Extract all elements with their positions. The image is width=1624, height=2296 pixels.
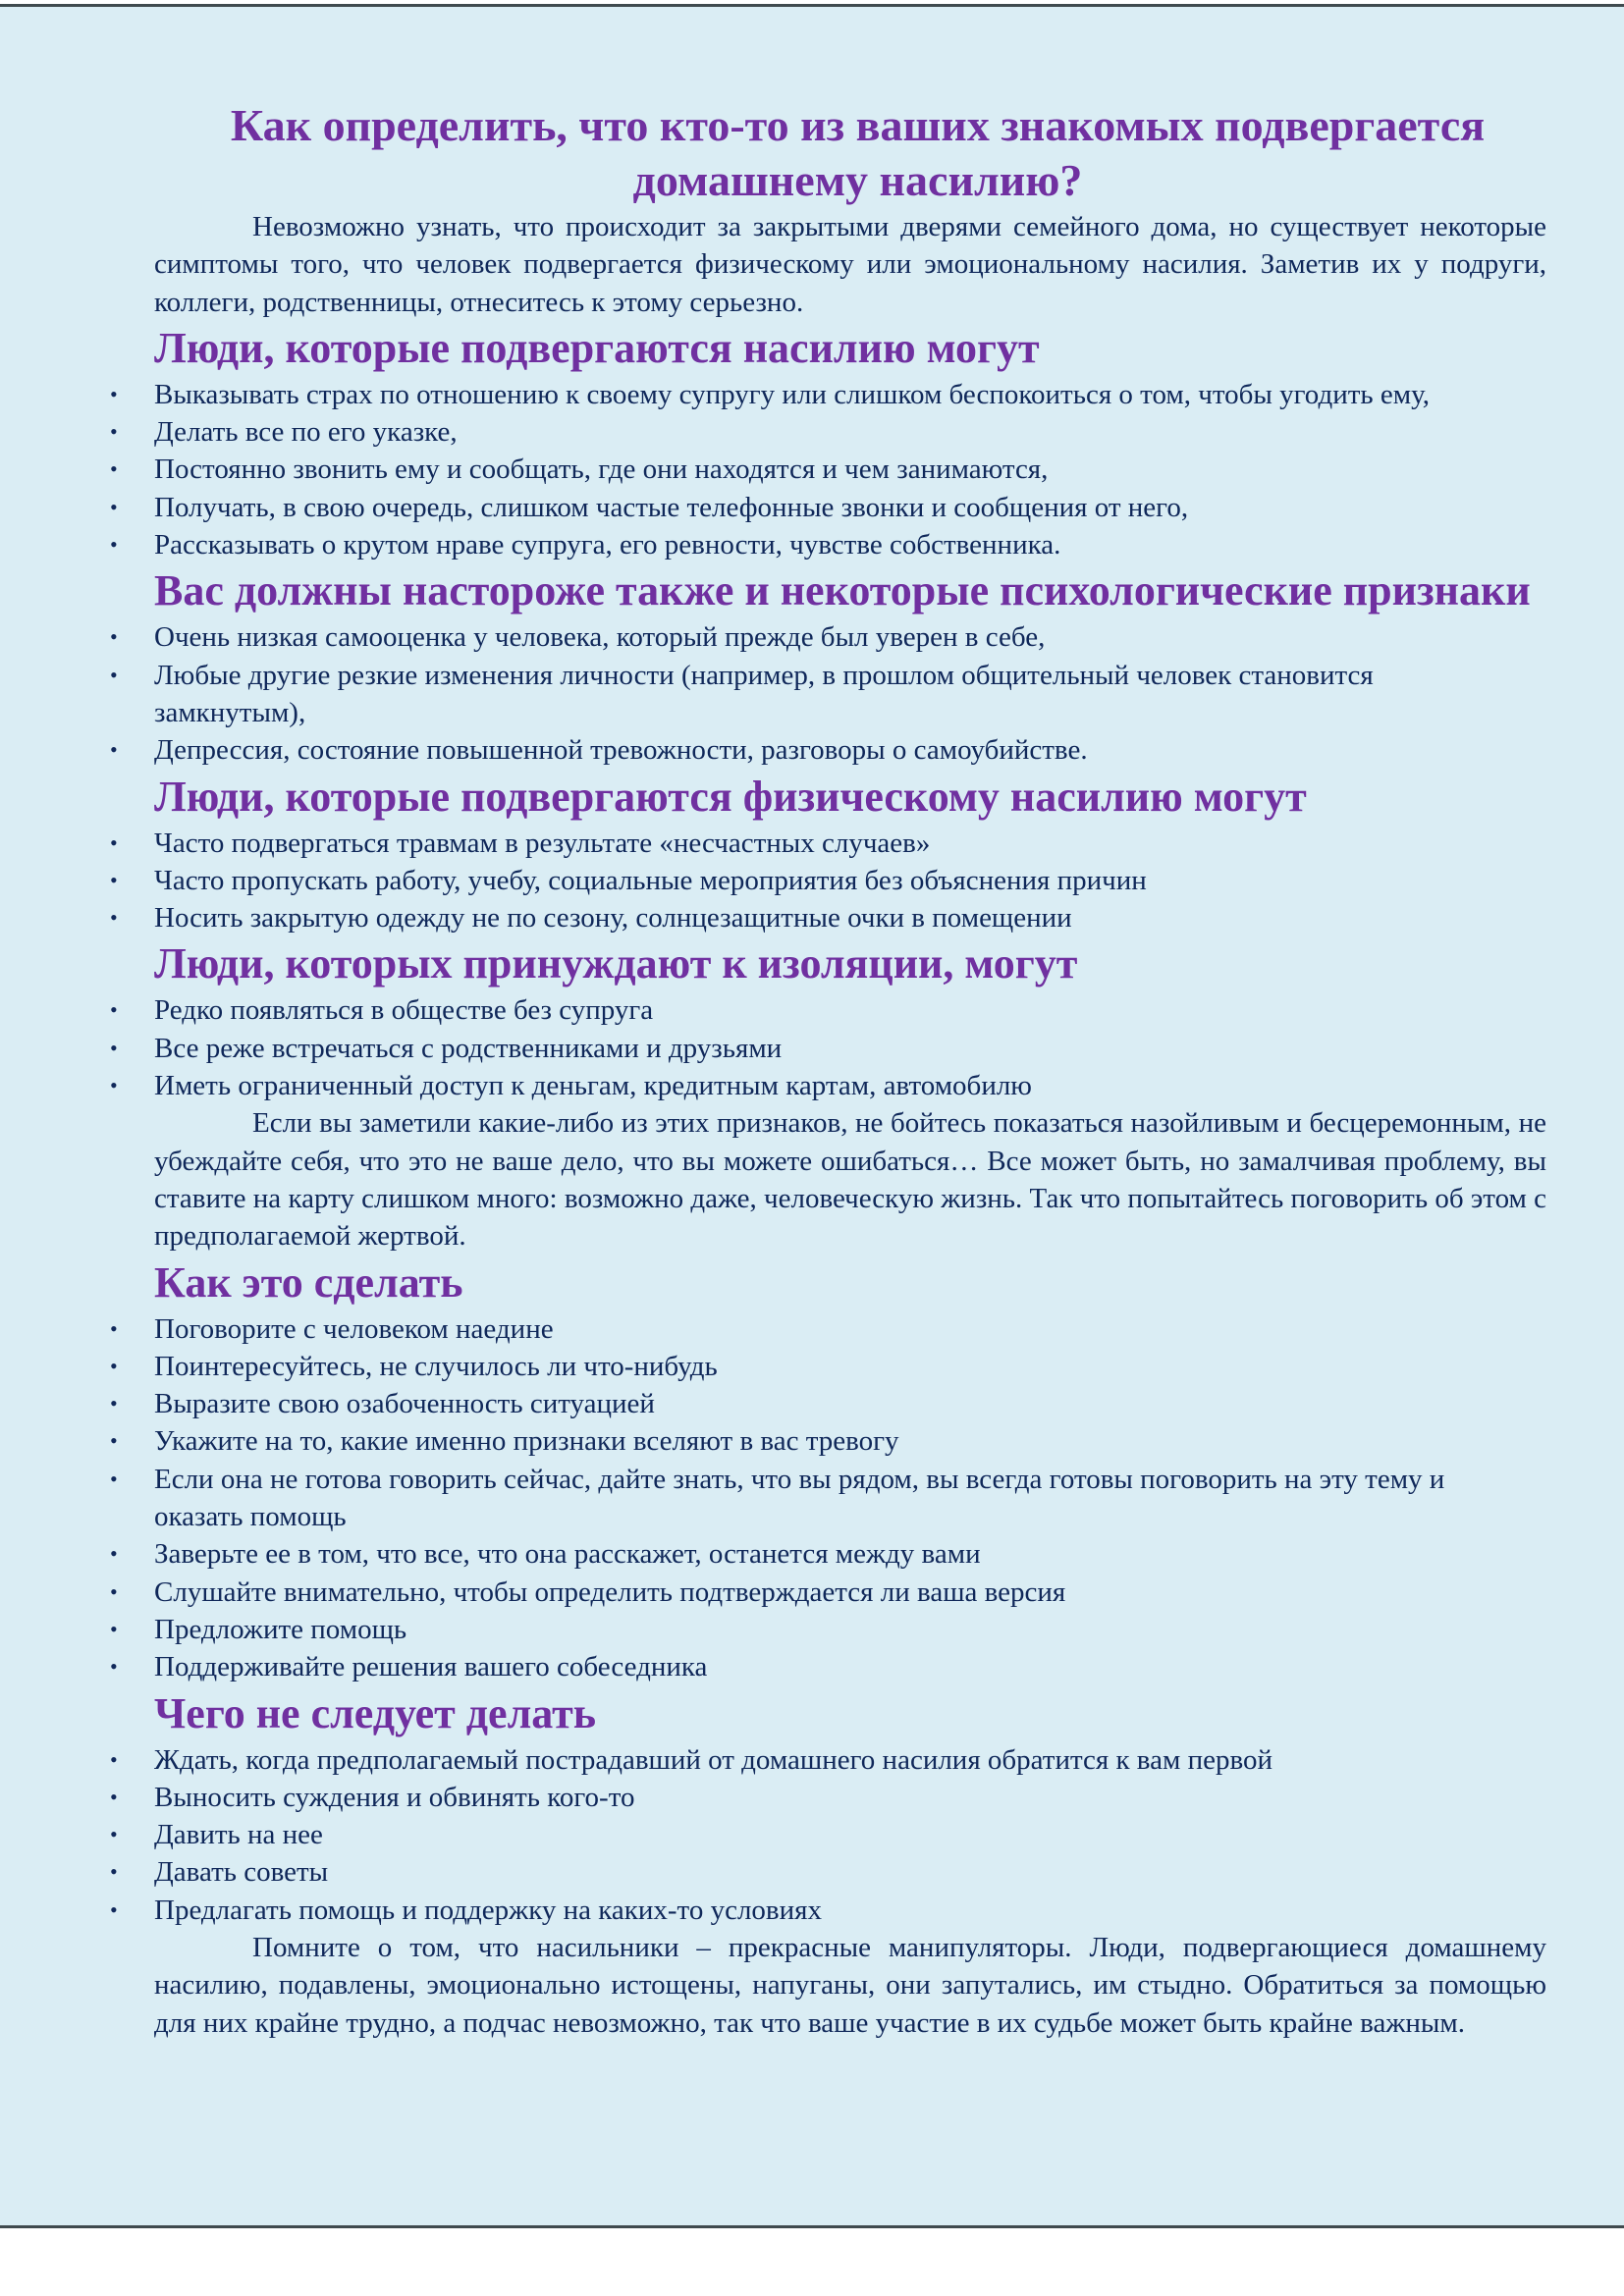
bullet-icon: •: [110, 1073, 118, 1098]
document-body: [110, 98, 1546, 2042]
bullet-icon: •: [110, 1353, 118, 1378]
list-item: • Редко появляться в обществе без супруга: [154, 991, 1546, 1029]
bullet-icon: •: [110, 1859, 118, 1885]
bullet-icon: •: [110, 662, 118, 687]
bullet-icon: •: [110, 1315, 118, 1341]
list-item: • Получать, в свою очередь, слишком частые телефонные звонки и сообщения от него,: [154, 489, 1546, 526]
list-item: • Ждать, когда предполагаемый пострадавший от домашнего насилия обратится к вам первой: [154, 1741, 1546, 1779]
list-item: • Любые другие резкие изменения личности (например, в прошлом общительный человек становится замкнутым),: [154, 657, 1546, 732]
list-item: • Если она не готова говорить сейчас, дайте знать, что вы рядом, вы всегда готовы поговорить на эту тему и оказать помощь: [154, 1461, 1546, 1536]
list-item: • Депрессия, состояние повышенной тревожности, разговоры о самоубийстве.: [154, 731, 1546, 769]
bottom-border-line: [0, 2225, 1624, 2228]
intro-paragraph: Невозможно узнать, что происходит за закрытыми дверями семейного дома, но существует некоторые симптомы того, что человек подвергается физическому или эмоциональному насилия. Заметив их у подруги, коллеги, родственницы, отнеситесь к этому серьезно.: [154, 211, 1546, 318]
bullet-icon: •: [110, 1896, 118, 1922]
bullet-icon: •: [110, 867, 118, 892]
section-heading: Люди, которых принуждают к изоляции, могут: [154, 939, 1078, 988]
bullet-icon: •: [110, 1654, 118, 1680]
bullet-icon: •: [110, 532, 118, 558]
page-title: Как определить, что кто-то из ваших знакомых подвергается домашнему насилию?: [230, 100, 1486, 205]
list-item: • Поинтересуйтесь, не случилось ли что-нибудь: [154, 1348, 1546, 1385]
section-how-to: [110, 1255, 1546, 1686]
bullet-icon: •: [110, 1784, 118, 1809]
bullet-list: [110, 991, 1546, 1104]
list-item: • Слушайте внимательно, чтобы определить подтверждается ли ваша версия: [154, 1574, 1546, 1611]
list-item: • Выразите свою озабоченность ситуацией: [154, 1385, 1546, 1422]
list-item: • Все реже встречаться с родственниками и друзьями: [154, 1030, 1546, 1067]
bullet-icon: •: [110, 381, 118, 406]
bullet-list: [110, 618, 1546, 769]
bullet-icon: •: [110, 1822, 118, 1847]
section-heading: Вас должны настороже также и некоторые психологические признаки: [154, 566, 1531, 615]
list-item: • Поговорите с человеком наедине: [154, 1310, 1546, 1348]
bullet-icon: •: [110, 997, 118, 1023]
list-item: • Выказывать страх по отношению к своему супругу или слишком беспокоиться о том, чтобы угодить ему,: [154, 376, 1546, 413]
list-item: • Выносить суждения и обвинять кого-то: [154, 1779, 1546, 1816]
list-item: • Укажите на то, какие именно признаки вселяют в вас тревогу: [154, 1422, 1546, 1460]
list-item: • Рассказывать о крутом нраве супруга, его ревности, чувстве собственника.: [154, 526, 1546, 563]
list-item: • Предложите помощь: [154, 1611, 1546, 1648]
bullet-icon: •: [110, 419, 118, 445]
bullet-list: [110, 1310, 1546, 1686]
section-donts: [110, 1686, 1546, 2042]
bullet-icon: •: [110, 905, 118, 931]
bullet-icon: •: [110, 1616, 118, 1641]
section-heading: Люди, которые подвергаются физическому насилию могут: [154, 772, 1307, 821]
section-heading: Как это сделать: [154, 1257, 463, 1307]
bullet-icon: •: [110, 456, 118, 482]
bullet-icon: •: [110, 737, 118, 763]
closing-paragraph: Помните о том, что насильники – прекрасные манипуляторы. Люди, подвергающиеся домашнему насилию, подавлены, эмоционально истощены, напуганы, они запутались, им стыдно. Обратиться за помощью для них крайне трудно, а подчас невозможно, так что ваше участие в их судьбе может быть крайне важным.: [154, 1931, 1546, 2039]
bullet-list: [110, 1741, 1546, 1929]
list-item: • Постоянно звонить ему и сообщать, где они находятся и чем занимаются,: [154, 451, 1546, 488]
list-item: • Очень низкая самооценка у человека, который прежде был уверен в себе,: [154, 618, 1546, 656]
section-psychological-signs: [110, 563, 1546, 769]
bullet-list: [110, 825, 1546, 937]
bullet-icon: •: [110, 624, 118, 650]
section-heading: Чего не следует делать: [154, 1688, 597, 1737]
section-physical-abuse: [110, 770, 1546, 937]
bullet-icon: •: [110, 1746, 118, 1772]
section-abuse-signs: [110, 321, 1546, 563]
list-item: • Носить закрытую одежду не по сезону, солнцезащитные очки в помещении: [154, 899, 1546, 936]
list-item: • Заверьте ее в том, что все, что она расскажет, останется между вами: [154, 1535, 1546, 1573]
advice-paragraph: Если вы заметили какие-либо из этих признаков, не бойтесь показаться назойливым и бесцеремонным, не убеждайте себя, что это не ваше дело, что вы можете ошибаться… Все может быть, но замалчивая проблему, вы ставите на карту слишком много: возможно даже, человеческую жизнь. Так что попытайтесь поговорить об этом с предполагаемой жертвой.: [154, 1107, 1546, 1253]
bullet-icon: •: [110, 1428, 118, 1454]
bullet-icon: •: [110, 1035, 118, 1060]
list-item: • Давать советы: [154, 1853, 1546, 1891]
section-heading: Люди, которые подвергаются насилию могут: [154, 323, 1040, 372]
bullet-icon: •: [110, 1578, 118, 1604]
list-item: • Часто подвергаться травмам в результате «несчастных случаев»: [154, 825, 1546, 862]
bullet-icon: •: [110, 1466, 118, 1491]
list-item: • Предлагать помощь и поддержку на каких-то условиях: [154, 1892, 1546, 1929]
bullet-icon: •: [110, 829, 118, 855]
bullet-icon: •: [110, 1541, 118, 1567]
list-item: • Делать все по его указке,: [154, 413, 1546, 451]
section-isolation: [110, 936, 1546, 1255]
bullet-list: [110, 376, 1546, 563]
list-item: • Иметь ограниченный доступ к деньгам, кредитным картам, автомобилю: [154, 1067, 1546, 1104]
bullet-icon: •: [110, 494, 118, 519]
list-item: • Поддерживайте решения вашего собеседника: [154, 1648, 1546, 1685]
list-item: • Часто пропускать работу, учебу, социальные мероприятия без объяснения причин: [154, 862, 1546, 899]
bullet-icon: •: [110, 1391, 118, 1416]
list-item: • Давить на нее: [154, 1816, 1546, 1853]
